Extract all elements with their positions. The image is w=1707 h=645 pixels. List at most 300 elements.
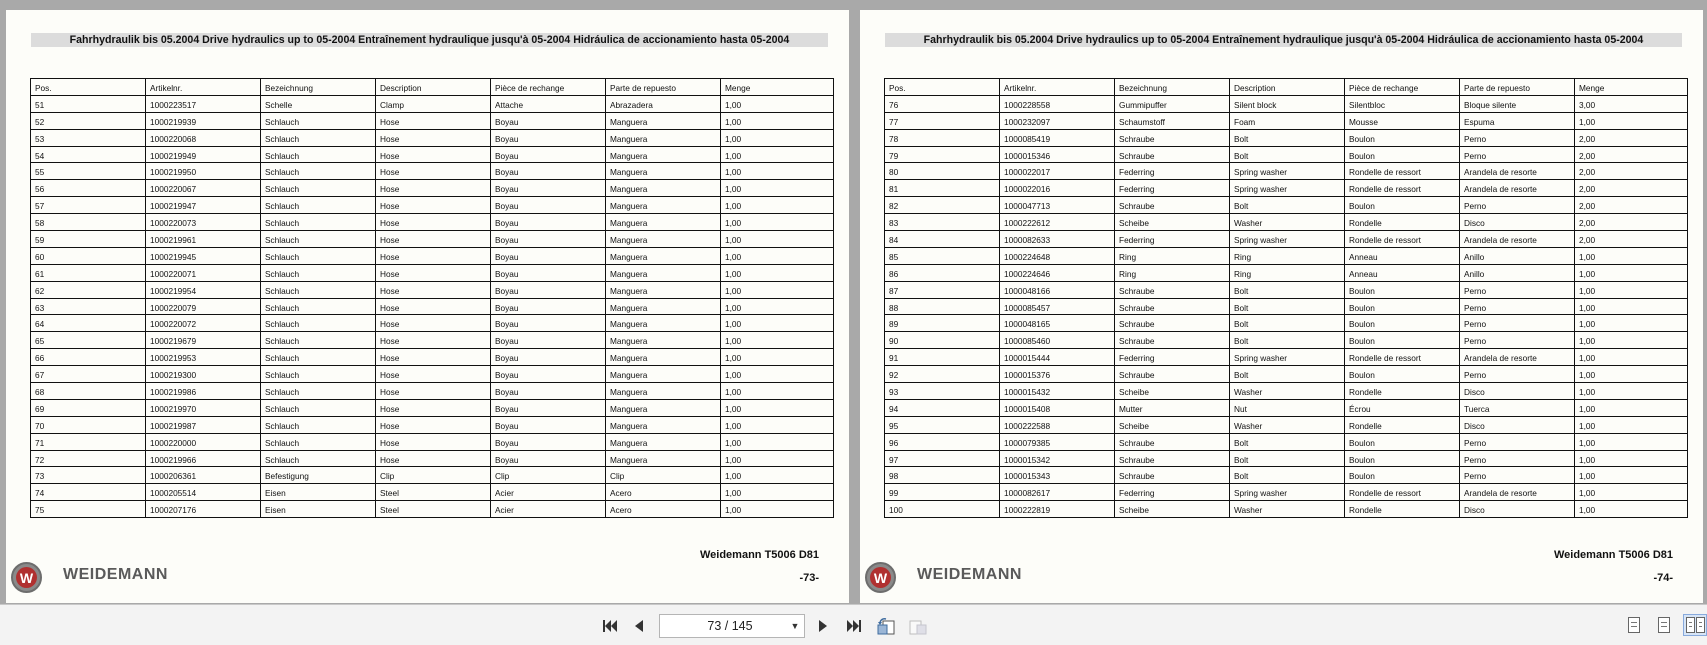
table-cell: 1,00	[1575, 349, 1688, 366]
table-cell: Disco	[1460, 383, 1575, 400]
table-row	[31, 281, 834, 298]
table-cell: 1,00	[721, 467, 834, 484]
table-cell: Schlauch	[261, 399, 376, 416]
table-cell: 64	[31, 315, 146, 332]
table-cell: 100	[885, 501, 1000, 518]
column-header: Description	[376, 79, 491, 96]
next-page-icon[interactable]	[815, 615, 831, 637]
table-cell: Schraube	[1115, 315, 1230, 332]
column-header: Pièce de rechange	[491, 79, 606, 96]
table-cell: Boyau	[491, 247, 606, 264]
column-header: Description	[1230, 79, 1345, 96]
table-cell: 68	[31, 383, 146, 400]
table-cell: 77	[885, 112, 1000, 129]
table-cell: Schraube	[1115, 281, 1230, 298]
table-cell: 1000022017	[1000, 163, 1115, 180]
table-cell: Perno	[1460, 146, 1575, 163]
table-cell: 1000220068	[146, 129, 261, 146]
table-cell: Schraube	[1115, 129, 1230, 146]
table-cell: 1000085457	[1000, 298, 1115, 315]
table-cell: Federring	[1115, 180, 1230, 197]
table-row	[885, 197, 1688, 214]
table-row	[31, 332, 834, 349]
table-cell: Boyau	[491, 366, 606, 383]
table-cell: 71	[31, 433, 146, 450]
logo-text: WEIDEMANN	[63, 566, 168, 583]
table-cell: 55	[31, 163, 146, 180]
rotate-left-icon[interactable]	[875, 615, 897, 637]
table-cell: 75	[31, 501, 146, 518]
table-row	[885, 399, 1688, 416]
table-cell: Boyau	[491, 180, 606, 197]
table-row	[31, 298, 834, 315]
table-cell: Federring	[1115, 484, 1230, 501]
page-74	[860, 10, 1703, 603]
table-cell: 74	[31, 484, 146, 501]
table-row	[885, 315, 1688, 332]
table-cell: Boyau	[491, 315, 606, 332]
table-cell: Espuma	[1460, 112, 1575, 129]
table-cell: Acero	[606, 501, 721, 518]
table-cell: 1000219947	[146, 197, 261, 214]
table-cell: Boyau	[491, 146, 606, 163]
table-cell: 1000022016	[1000, 180, 1115, 197]
table-cell: Rondelle de ressort	[1345, 349, 1460, 366]
table-cell: Perno	[1460, 450, 1575, 467]
table-cell: Arandela de resorte	[1460, 484, 1575, 501]
table-cell: 2,00	[1575, 163, 1688, 180]
logo-mark: W	[870, 567, 891, 588]
table-cell: Manguera	[606, 180, 721, 197]
table-cell: Clip	[606, 467, 721, 484]
table-cell: Manguera	[606, 264, 721, 281]
column-header: Bezeichnung	[261, 79, 376, 96]
table-cell: Rondelle de ressort	[1345, 163, 1460, 180]
table-cell: 1,00	[721, 501, 834, 518]
table-cell: Gummipuffer	[1115, 95, 1230, 112]
table-row	[885, 484, 1688, 501]
table-cell: 51	[31, 95, 146, 112]
table-cell: 1,00	[721, 315, 834, 332]
table-cell: Manguera	[606, 450, 721, 467]
table-row	[31, 197, 834, 214]
table-row	[885, 146, 1688, 163]
table-cell: Boyau	[491, 197, 606, 214]
table-row	[885, 332, 1688, 349]
last-page-icon[interactable]	[844, 615, 864, 637]
table-cell: 1,00	[721, 214, 834, 231]
table-cell: Perno	[1460, 366, 1575, 383]
table-cell: Manguera	[606, 366, 721, 383]
table-cell: 1,00	[721, 247, 834, 264]
table-cell: 82	[885, 197, 1000, 214]
table-cell: Boyau	[491, 332, 606, 349]
table-cell: 67	[31, 366, 146, 383]
table-cell: 1000206361	[146, 467, 261, 484]
table-cell: Rondelle	[1345, 501, 1460, 518]
table-cell: 61	[31, 264, 146, 281]
table-cell: 1,00	[721, 298, 834, 315]
table-cell: Arandela de resorte	[1460, 349, 1575, 366]
chevron-down-icon[interactable]: ▼	[790, 621, 800, 631]
table-cell: Ring	[1115, 264, 1230, 281]
table-cell: 1000219970	[146, 399, 261, 416]
two-page-view-icon[interactable]	[1683, 614, 1707, 636]
table-cell: 1000219939	[146, 112, 261, 129]
table-cell: 85	[885, 247, 1000, 264]
table-cell: 1,00	[721, 163, 834, 180]
page-number: -74-	[1653, 572, 1673, 584]
table-cell: 1000207176	[146, 501, 261, 518]
table-cell: 1000219954	[146, 281, 261, 298]
table-cell: Schlauch	[261, 349, 376, 366]
column-header: Parte de repuesto	[606, 79, 721, 96]
table-cell: Washer	[1230, 416, 1345, 433]
table-row	[31, 484, 834, 501]
table-cell: 1,00	[721, 112, 834, 129]
table-cell: Hose	[376, 214, 491, 231]
table-cell: 1,00	[1575, 264, 1688, 281]
table-cell: Arandela de resorte	[1460, 231, 1575, 248]
table-cell: Boulon	[1345, 298, 1460, 315]
table-cell: 98	[885, 467, 1000, 484]
table-cell: 1,00	[1575, 450, 1688, 467]
table-cell: Boulon	[1345, 332, 1460, 349]
table-cell: 1000085460	[1000, 332, 1115, 349]
model-name: Weidemann T5006 D81	[699, 549, 819, 561]
table-cell: Perno	[1460, 433, 1575, 450]
table-cell: Schlauch	[261, 366, 376, 383]
table-cell: Boulon	[1345, 366, 1460, 383]
table-cell: 1000222612	[1000, 214, 1115, 231]
table-cell: Bolt	[1230, 298, 1345, 315]
table-cell: 73	[31, 467, 146, 484]
table-cell: 1,00	[721, 231, 834, 248]
table-cell: Manguera	[606, 298, 721, 315]
table-cell: 1000048166	[1000, 281, 1115, 298]
table-cell: 62	[31, 281, 146, 298]
table-cell: 78	[885, 129, 1000, 146]
table-cell: Scheibe	[1115, 416, 1230, 433]
table-cell: Schlauch	[261, 264, 376, 281]
table-cell: Hose	[376, 450, 491, 467]
table-cell: 1000219300	[146, 366, 261, 383]
table-cell: Hose	[376, 315, 491, 332]
table-cell: Bolt	[1230, 433, 1345, 450]
table-cell: 1000228558	[1000, 95, 1115, 112]
table-row	[31, 264, 834, 281]
table-cell: Ring	[1230, 247, 1345, 264]
table-cell: Hose	[376, 197, 491, 214]
table-cell: Manguera	[606, 163, 721, 180]
table-cell: Federring	[1115, 349, 1230, 366]
table-cell: Schlauch	[261, 197, 376, 214]
table-row	[31, 399, 834, 416]
table-cell: 93	[885, 383, 1000, 400]
table-cell: 1000219949	[146, 146, 261, 163]
table-cell: Bolt	[1230, 450, 1345, 467]
table-cell: 1,00	[1575, 298, 1688, 315]
table-cell: Rondelle de ressort	[1345, 231, 1460, 248]
table-cell: Hose	[376, 383, 491, 400]
table-cell: 94	[885, 399, 1000, 416]
table-cell: Boulon	[1345, 450, 1460, 467]
table-cell: 1000223517	[146, 95, 261, 112]
table-cell: Schraube	[1115, 433, 1230, 450]
table-cell: 2,00	[1575, 197, 1688, 214]
column-header: Pos.	[885, 79, 1000, 96]
table-cell: Nut	[1230, 399, 1345, 416]
table-cell: Washer	[1230, 383, 1345, 400]
table-cell: Federring	[1115, 231, 1230, 248]
table-cell: Bolt	[1230, 332, 1345, 349]
table-cell: 1,00	[721, 366, 834, 383]
table-cell: 91	[885, 349, 1000, 366]
table-row	[885, 467, 1688, 484]
table-cell: Schlauch	[261, 450, 376, 467]
table-cell: Boyau	[491, 450, 606, 467]
table-cell: Schraube	[1115, 146, 1230, 163]
table-row	[885, 163, 1688, 180]
table-cell: Acier	[491, 501, 606, 518]
page-title: Fahrhydraulik bis 05.2004 Drive hydraulics up to 05-2004 Entraînement hydraulique jusqu'à 05-2004 Hidráulica de accionamiento hasta 05-2004	[885, 33, 1682, 47]
table-cell: 1,00	[1575, 484, 1688, 501]
table-cell: 1000015343	[1000, 467, 1115, 484]
table-row	[31, 163, 834, 180]
weidemann-logo-icon	[11, 562, 42, 593]
table-cell: Boyau	[491, 298, 606, 315]
table-cell: Scheibe	[1115, 501, 1230, 518]
table-row	[31, 129, 834, 146]
table-row	[31, 467, 834, 484]
table-cell: 97	[885, 450, 1000, 467]
table-row	[885, 231, 1688, 248]
table-row	[31, 315, 834, 332]
table-cell: 2,00	[1575, 180, 1688, 197]
page-number: -73-	[799, 572, 819, 584]
table-cell: Abrazadera	[606, 95, 721, 112]
table-cell: 86	[885, 264, 1000, 281]
table-cell: Disco	[1460, 416, 1575, 433]
table-cell: Mutter	[1115, 399, 1230, 416]
table-cell: 1,00	[1575, 247, 1688, 264]
table-cell: 66	[31, 349, 146, 366]
table-cell: Écrou	[1345, 399, 1460, 416]
table-cell: Schraube	[1115, 298, 1230, 315]
table-cell: 54	[31, 146, 146, 163]
table-cell: 1,00	[721, 180, 834, 197]
table-cell: Schraube	[1115, 332, 1230, 349]
table-cell: Boulon	[1345, 197, 1460, 214]
viewer-toolbar	[0, 604, 1707, 645]
table-cell: Hose	[376, 264, 491, 281]
table-row	[885, 264, 1688, 281]
table-row	[31, 214, 834, 231]
table-cell: 1000219961	[146, 231, 261, 248]
page-73	[6, 10, 849, 603]
table-row	[31, 501, 834, 518]
table-cell: Schlauch	[261, 247, 376, 264]
table-cell: 96	[885, 433, 1000, 450]
table-cell: Schlauch	[261, 383, 376, 400]
table-cell: 1,00	[1575, 366, 1688, 383]
parts-table	[884, 78, 1688, 518]
table-cell: Acier	[491, 484, 606, 501]
table-cell: Hose	[376, 416, 491, 433]
table-cell: Bolt	[1230, 197, 1345, 214]
table-cell: Rondelle	[1345, 383, 1460, 400]
table-row	[885, 366, 1688, 383]
table-cell: 1,00	[721, 332, 834, 349]
table-row	[885, 95, 1688, 112]
table-cell: Schraube	[1115, 467, 1230, 484]
table-cell: 1,00	[1575, 383, 1688, 400]
table-cell: Boyau	[491, 433, 606, 450]
first-page-icon[interactable]	[600, 615, 620, 637]
table-cell: Manguera	[606, 231, 721, 248]
table-cell: 1000220073	[146, 214, 261, 231]
previous-page-icon[interactable]	[631, 615, 647, 637]
table-cell: Anillo	[1460, 264, 1575, 281]
table-cell: 92	[885, 366, 1000, 383]
table-cell: Boulon	[1345, 315, 1460, 332]
table-cell: 1000047713	[1000, 197, 1115, 214]
single-page-view-icon[interactable]	[1623, 614, 1645, 636]
table-cell: Schlauch	[261, 315, 376, 332]
table-cell: Perno	[1460, 298, 1575, 315]
table-cell: Hose	[376, 433, 491, 450]
table-cell: Manguera	[606, 433, 721, 450]
table-row	[31, 416, 834, 433]
table-header-row	[31, 79, 834, 96]
table-cell: Arandela de resorte	[1460, 180, 1575, 197]
weidemann-logo-icon	[865, 562, 896, 593]
parts-table	[30, 78, 834, 518]
table-row	[885, 129, 1688, 146]
table-cell: Manguera	[606, 247, 721, 264]
table-cell: Manguera	[606, 315, 721, 332]
table-cell: Spring washer	[1230, 484, 1345, 501]
table-cell: Anneau	[1345, 247, 1460, 264]
table-cell: Manguera	[606, 399, 721, 416]
column-header: Pos.	[31, 79, 146, 96]
table-cell: 1000219987	[146, 416, 261, 433]
table-cell: Manguera	[606, 146, 721, 163]
table-cell: Attache	[491, 95, 606, 112]
table-cell: 1000232097	[1000, 112, 1115, 129]
table-cell: 79	[885, 146, 1000, 163]
table-cell: Schlauch	[261, 214, 376, 231]
table-cell: Hose	[376, 399, 491, 416]
logo-mark: W	[16, 567, 37, 588]
table-cell: Bolt	[1230, 366, 1345, 383]
table-cell: 80	[885, 163, 1000, 180]
table-cell: Disco	[1460, 501, 1575, 518]
table-cell: Perno	[1460, 281, 1575, 298]
table-row	[885, 349, 1688, 366]
table-cell: 1,00	[1575, 501, 1688, 518]
table-cell: 1000220072	[146, 315, 261, 332]
table-cell: Schlauch	[261, 180, 376, 197]
column-header: Menge	[1575, 79, 1688, 96]
table-cell: Boulon	[1345, 433, 1460, 450]
table-cell: Ring	[1115, 247, 1230, 264]
table-cell: Perno	[1460, 315, 1575, 332]
table-cell: 1000222588	[1000, 416, 1115, 433]
table-cell: Schelle	[261, 95, 376, 112]
table-cell: Boyau	[491, 214, 606, 231]
table-cell: 1000220071	[146, 264, 261, 281]
table-cell: 1000219950	[146, 163, 261, 180]
table-cell: Scheibe	[1115, 214, 1230, 231]
table-cell: Hose	[376, 146, 491, 163]
table-cell: Perno	[1460, 467, 1575, 484]
continuous-view-icon[interactable]	[1653, 614, 1675, 636]
table-cell: 60	[31, 247, 146, 264]
table-cell: Bolt	[1230, 146, 1345, 163]
table-cell: 83	[885, 214, 1000, 231]
table-cell: 1000082617	[1000, 484, 1115, 501]
table-cell: Boyau	[491, 416, 606, 433]
table-cell: 58	[31, 214, 146, 231]
table-cell: 1,00	[1575, 433, 1688, 450]
table-cell: Schlauch	[261, 163, 376, 180]
table-cell: Boulon	[1345, 467, 1460, 484]
table-cell: 2,00	[1575, 146, 1688, 163]
table-cell: 1,00	[721, 349, 834, 366]
table-cell: 1000079385	[1000, 433, 1115, 450]
table-cell: 1000222819	[1000, 501, 1115, 518]
table-header-row	[885, 79, 1688, 96]
table-cell: 2,00	[1575, 231, 1688, 248]
table-cell: 1,00	[1575, 416, 1688, 433]
table-cell: Boyau	[491, 383, 606, 400]
table-cell: Schlauch	[261, 298, 376, 315]
table-cell: 88	[885, 298, 1000, 315]
table-cell: 1000220079	[146, 298, 261, 315]
table-cell: Boyau	[491, 281, 606, 298]
table-cell: 87	[885, 281, 1000, 298]
table-cell: Bolt	[1230, 281, 1345, 298]
table-cell: Schlauch	[261, 332, 376, 349]
table-row	[885, 214, 1688, 231]
page-number-input[interactable]	[659, 614, 805, 638]
table-cell: 1000219986	[146, 383, 261, 400]
table-cell: 1,00	[721, 197, 834, 214]
table-cell: 2,00	[1575, 129, 1688, 146]
table-cell: 90	[885, 332, 1000, 349]
table-cell: Eisen	[261, 484, 376, 501]
rotate-right-icon[interactable]	[907, 615, 929, 637]
table-row	[31, 383, 834, 400]
table-cell: Hose	[376, 231, 491, 248]
table-row	[31, 146, 834, 163]
table-cell: Spring washer	[1230, 231, 1345, 248]
table-cell: 1,00	[1575, 315, 1688, 332]
table-cell: Hose	[376, 366, 491, 383]
table-cell: 52	[31, 112, 146, 129]
table-cell: Manguera	[606, 112, 721, 129]
table-cell: Hose	[376, 163, 491, 180]
table-row	[885, 383, 1688, 400]
table-cell: Manguera	[606, 332, 721, 349]
table-cell: Boyau	[491, 349, 606, 366]
table-cell: Hose	[376, 129, 491, 146]
table-cell: Hose	[376, 281, 491, 298]
table-cell: Spring washer	[1230, 163, 1345, 180]
table-cell: Boyau	[491, 264, 606, 281]
table-row	[31, 231, 834, 248]
